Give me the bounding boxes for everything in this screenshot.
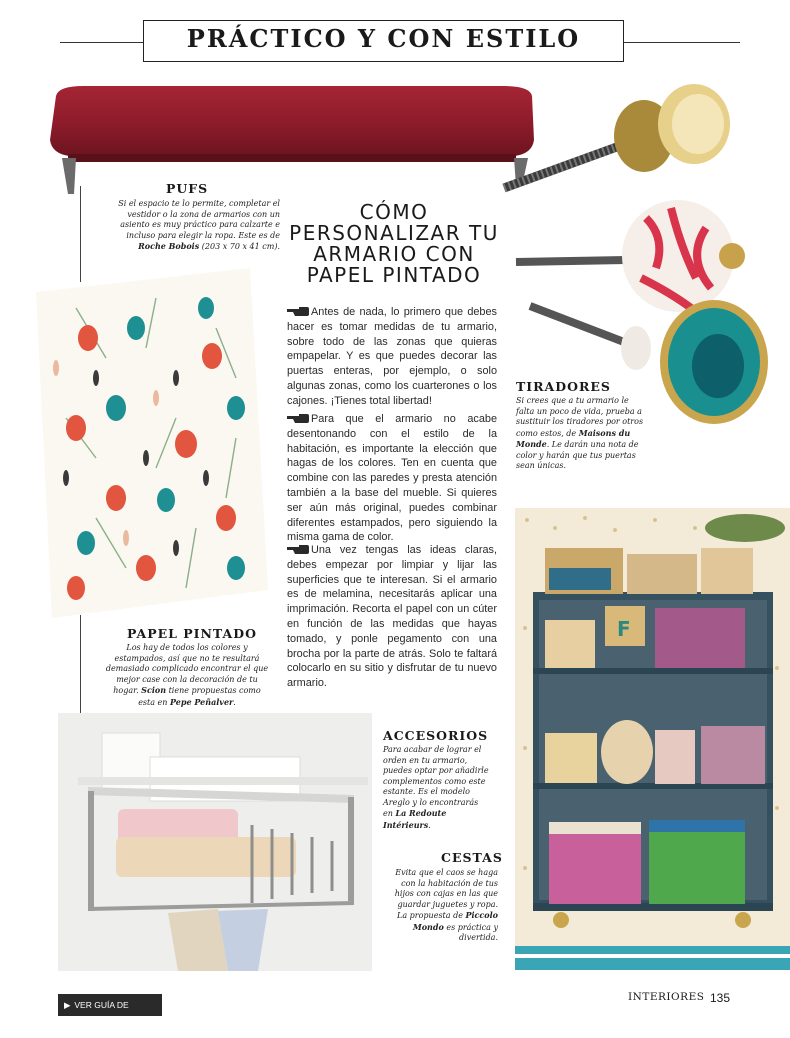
tiradores-brand: Maisons du Monde	[516, 427, 631, 449]
header-rule-left	[60, 42, 143, 43]
papel-brand: Scion	[141, 685, 167, 695]
arrow-right-icon: ▶	[64, 1000, 71, 1010]
cestas-brand: Piccolo Mondo	[412, 910, 498, 932]
article-title-line-1: CÓMO	[359, 200, 429, 224]
article-title-line-3: ARMARIO CON	[313, 242, 475, 266]
toy-shelf-image	[515, 508, 790, 970]
pufs-text: Si el espacio te lo permite, completar el vestidor o la zona de armarios con un asiento es muy práctico para calzarte e incluso para elegir la ropa. Este es de	[118, 199, 280, 240]
article-paragraph-1: Antes de nada, lo primero que debes hacer es tomar medidas de tu armario, sobre todo de las zonas que quieras empapelar. Y es que puedes decorar las puertas enteras, por ejemplo, o solo algunas zonas, como los cuarterones o los cajones. ¡Tienes total libertad!	[287, 306, 497, 407]
header-rule-right	[624, 42, 740, 43]
tiradores-caption: Si crees que a tu armario le falta un poco de vida, prueba a sustituir los tiradores por otros como estos, de Maisons du Monde. Le darán una nota de color y harán que tus puertas sean únicas.	[516, 396, 644, 470]
pointing-hand-icon	[287, 544, 309, 554]
article-title-line-4: PAPEL PINTADO	[306, 263, 482, 287]
pufs-dims: (203 x 70 x 41 cm).	[201, 242, 280, 251]
article-title-line-2: PERSONALIZAR TU	[289, 221, 499, 245]
knobs-image	[496, 78, 781, 428]
store-guide-label: VER GUÍA DE TIENDAS	[58, 1000, 129, 1032]
pointing-hand-icon	[287, 306, 309, 316]
svg-text:F: F	[617, 617, 631, 641]
accesorios-caption: Para acabar de lograr el orden en tu armario, puedes optar por añadirle complementos como este estante. Es el modelo Areglo y lo encontrarás en La Redoute Intérieurs.	[383, 745, 489, 830]
wallpaper-sample-image	[36, 268, 268, 618]
magazine-name: INTERIORES	[628, 991, 705, 1003]
article-title	[285, 202, 503, 286]
accesorios-brand: La Redoute Intérieurs	[383, 808, 447, 830]
store-guide-tab[interactable]	[58, 994, 162, 1032]
cestas-heading: CESTAS	[441, 850, 503, 865]
tiradores-heading: TIRADORES	[516, 379, 611, 394]
accesorios-heading: ACCESORIOS	[383, 728, 489, 743]
article-paragraph-3: Una vez tengas las ideas claras, debes empezar por limpiar y lijar las superficies que te interesan. Si el armario es de melamina, necesitarás aplicar una imprimación. Recorta el papel con un cúter en función de las medidas que hayas tomado, y ponle pegamento con una brocha por la parte de atrás. Solo te faltará colocarlo en su sitio y disfrutar de tu nuevo armario.	[287, 544, 497, 690]
pufs-heading: PUFS	[166, 181, 209, 196]
page-title: PRÁCTICO Y CON ESTILO	[186, 24, 581, 53]
papel-store: Pepe Peñalver	[170, 696, 234, 707]
accessory-shelf-image	[58, 713, 372, 971]
papel-heading: PAPEL PINTADO	[127, 626, 257, 641]
left-rule-lower	[80, 615, 81, 715]
pufs-caption	[108, 199, 280, 253]
pointing-hand-icon	[287, 413, 309, 423]
papel-caption: Los hay de todos los colores y estampados, así que no te resultará demasiado complicado encontrar el que mejor case con la decoración de tu hogar. Scion tiene propuestas como esta en Pepe Peñalver.	[105, 643, 269, 707]
cestas-caption: Evita que el caos se haga con la habitación de tus hijos con cajas en las que guardar juguetes y ropa. La propuesta de Piccolo Mondo es práctica y divertida.	[394, 868, 498, 942]
page-number: 135	[710, 991, 731, 1005]
article-paragraph-2: Para que el armario no acabe desentonando con el estilo de la habitación, es importante la elección que hagas de los colores. Ten en cuenta que combine con las paredes y presta atención también a la base del mueble. Si quieres ser aún más original, puedes combinar diferentes estampados, pero siguiendo la misma gama de color.	[287, 413, 497, 544]
pufs-brand: Roche Bobois	[138, 241, 200, 251]
pouf-image	[44, 82, 538, 194]
